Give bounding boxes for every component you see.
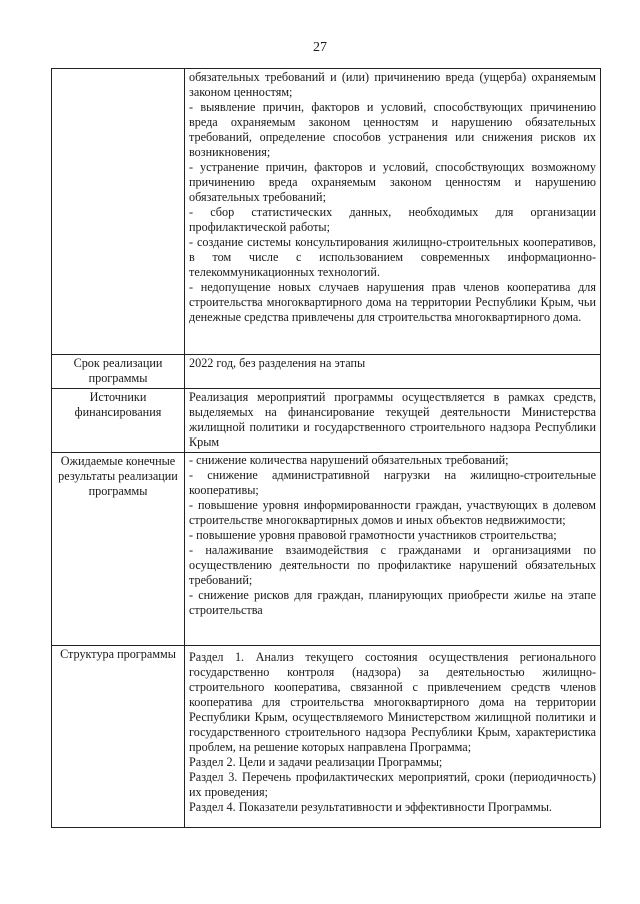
table-row xyxy=(52,355,601,389)
list-item: - сбор статистических данных, необходимых для организации профилактической работы; xyxy=(189,205,596,234)
list-item: - снижение количества нарушений обязательных требований; xyxy=(189,453,509,467)
row-label: Источники финансирования xyxy=(52,389,185,453)
table-row xyxy=(52,646,601,828)
list-item: Раздел 3. Перечень профилактических мероприятий, сроки (периодичность) их проведения; xyxy=(189,770,596,799)
list-item: - создание системы консультирования жилищно-строительных кооперативов, в том числе с использованием современных информационно-телекоммуникационных технологий. xyxy=(189,235,596,279)
page-number: 27 xyxy=(313,40,327,55)
table-row xyxy=(52,69,601,355)
table-row xyxy=(52,453,601,646)
list-item: - снижение рисков для граждан, планирующих приобрести жилье на этапе строительства xyxy=(189,588,596,617)
list-item: обязательных требований и (или) причинению вреда (ущерба) охраняемым законом ценностям; xyxy=(189,70,596,99)
list-item: - устранение причин, факторов и условий, способствующих возможному причинению вреда охраняемым законом ценностям и нарушению обязательных требований; xyxy=(189,160,596,204)
list-item: Реализация мероприятий программы осуществляется в рамках средств, выделяемых на финансирование текущей деятельности Министерства жилищной политики и государственного строительного надзора Республики Крым xyxy=(189,390,596,449)
row-content xyxy=(185,389,601,453)
row-label: Срок реализации программы xyxy=(52,355,185,389)
table-row xyxy=(52,389,601,453)
list-item: - недопущение новых случаев нарушения прав членов кооператива для строительства многоквартирного дома на территории Республики Крым, чьи денежные средства привлечены для строительства многоквартирного дома. xyxy=(189,280,596,324)
list-item: - снижение административной нагрузки на жилищно-строительные кооперативы; xyxy=(189,468,596,497)
row-content xyxy=(185,646,601,828)
row-content xyxy=(185,69,601,355)
list-item: - повышение уровня правовой грамотности участников строительства; xyxy=(189,528,557,542)
list-item: - выявление причин, факторов и условий, способствующих причинению вреда охраняемым законом ценностям и нарушению обязательных требований, определение способов устранения или снижения рисков их возникновения; xyxy=(189,100,596,159)
row-content xyxy=(185,453,601,646)
program-passport-table xyxy=(51,68,601,828)
list-item: - повышение уровня информированности граждан, участвующих в долевом строительстве многоквартирных домов и иных объектов недвижимости; xyxy=(189,498,596,527)
list-item: Раздел 1. Анализ текущего состояния осуществления регионального государственно контроля (надзора) за деятельностью жилищно-строительного кооператива, связанной с привлечением средств членов кооператива для строительства многоквартирного дома на территории Республики Крым, осуществляемого Министерством жилищной политики и государственного строительного надзора Республики Крым, характеристика проблем, на решение которых направлена Программа; xyxy=(189,650,596,754)
row-content xyxy=(185,355,601,389)
row-label xyxy=(52,69,185,355)
list-item: Раздел 2. Цели и задачи реализации Программы; xyxy=(189,755,443,769)
row-label: Ожидаемые конечные результаты реализации программы xyxy=(52,453,185,646)
list-item: - налаживание взаимодействия с гражданами и организациями по осуществлению деятельности по профилактике нарушений обязательных требований; xyxy=(189,543,596,587)
row-label: Структура программы xyxy=(52,646,185,828)
list-item: Раздел 4. Показатели результативности и эффективности Программы. xyxy=(189,800,552,814)
list-item: 2022 год, без разделения на этапы xyxy=(189,356,366,370)
